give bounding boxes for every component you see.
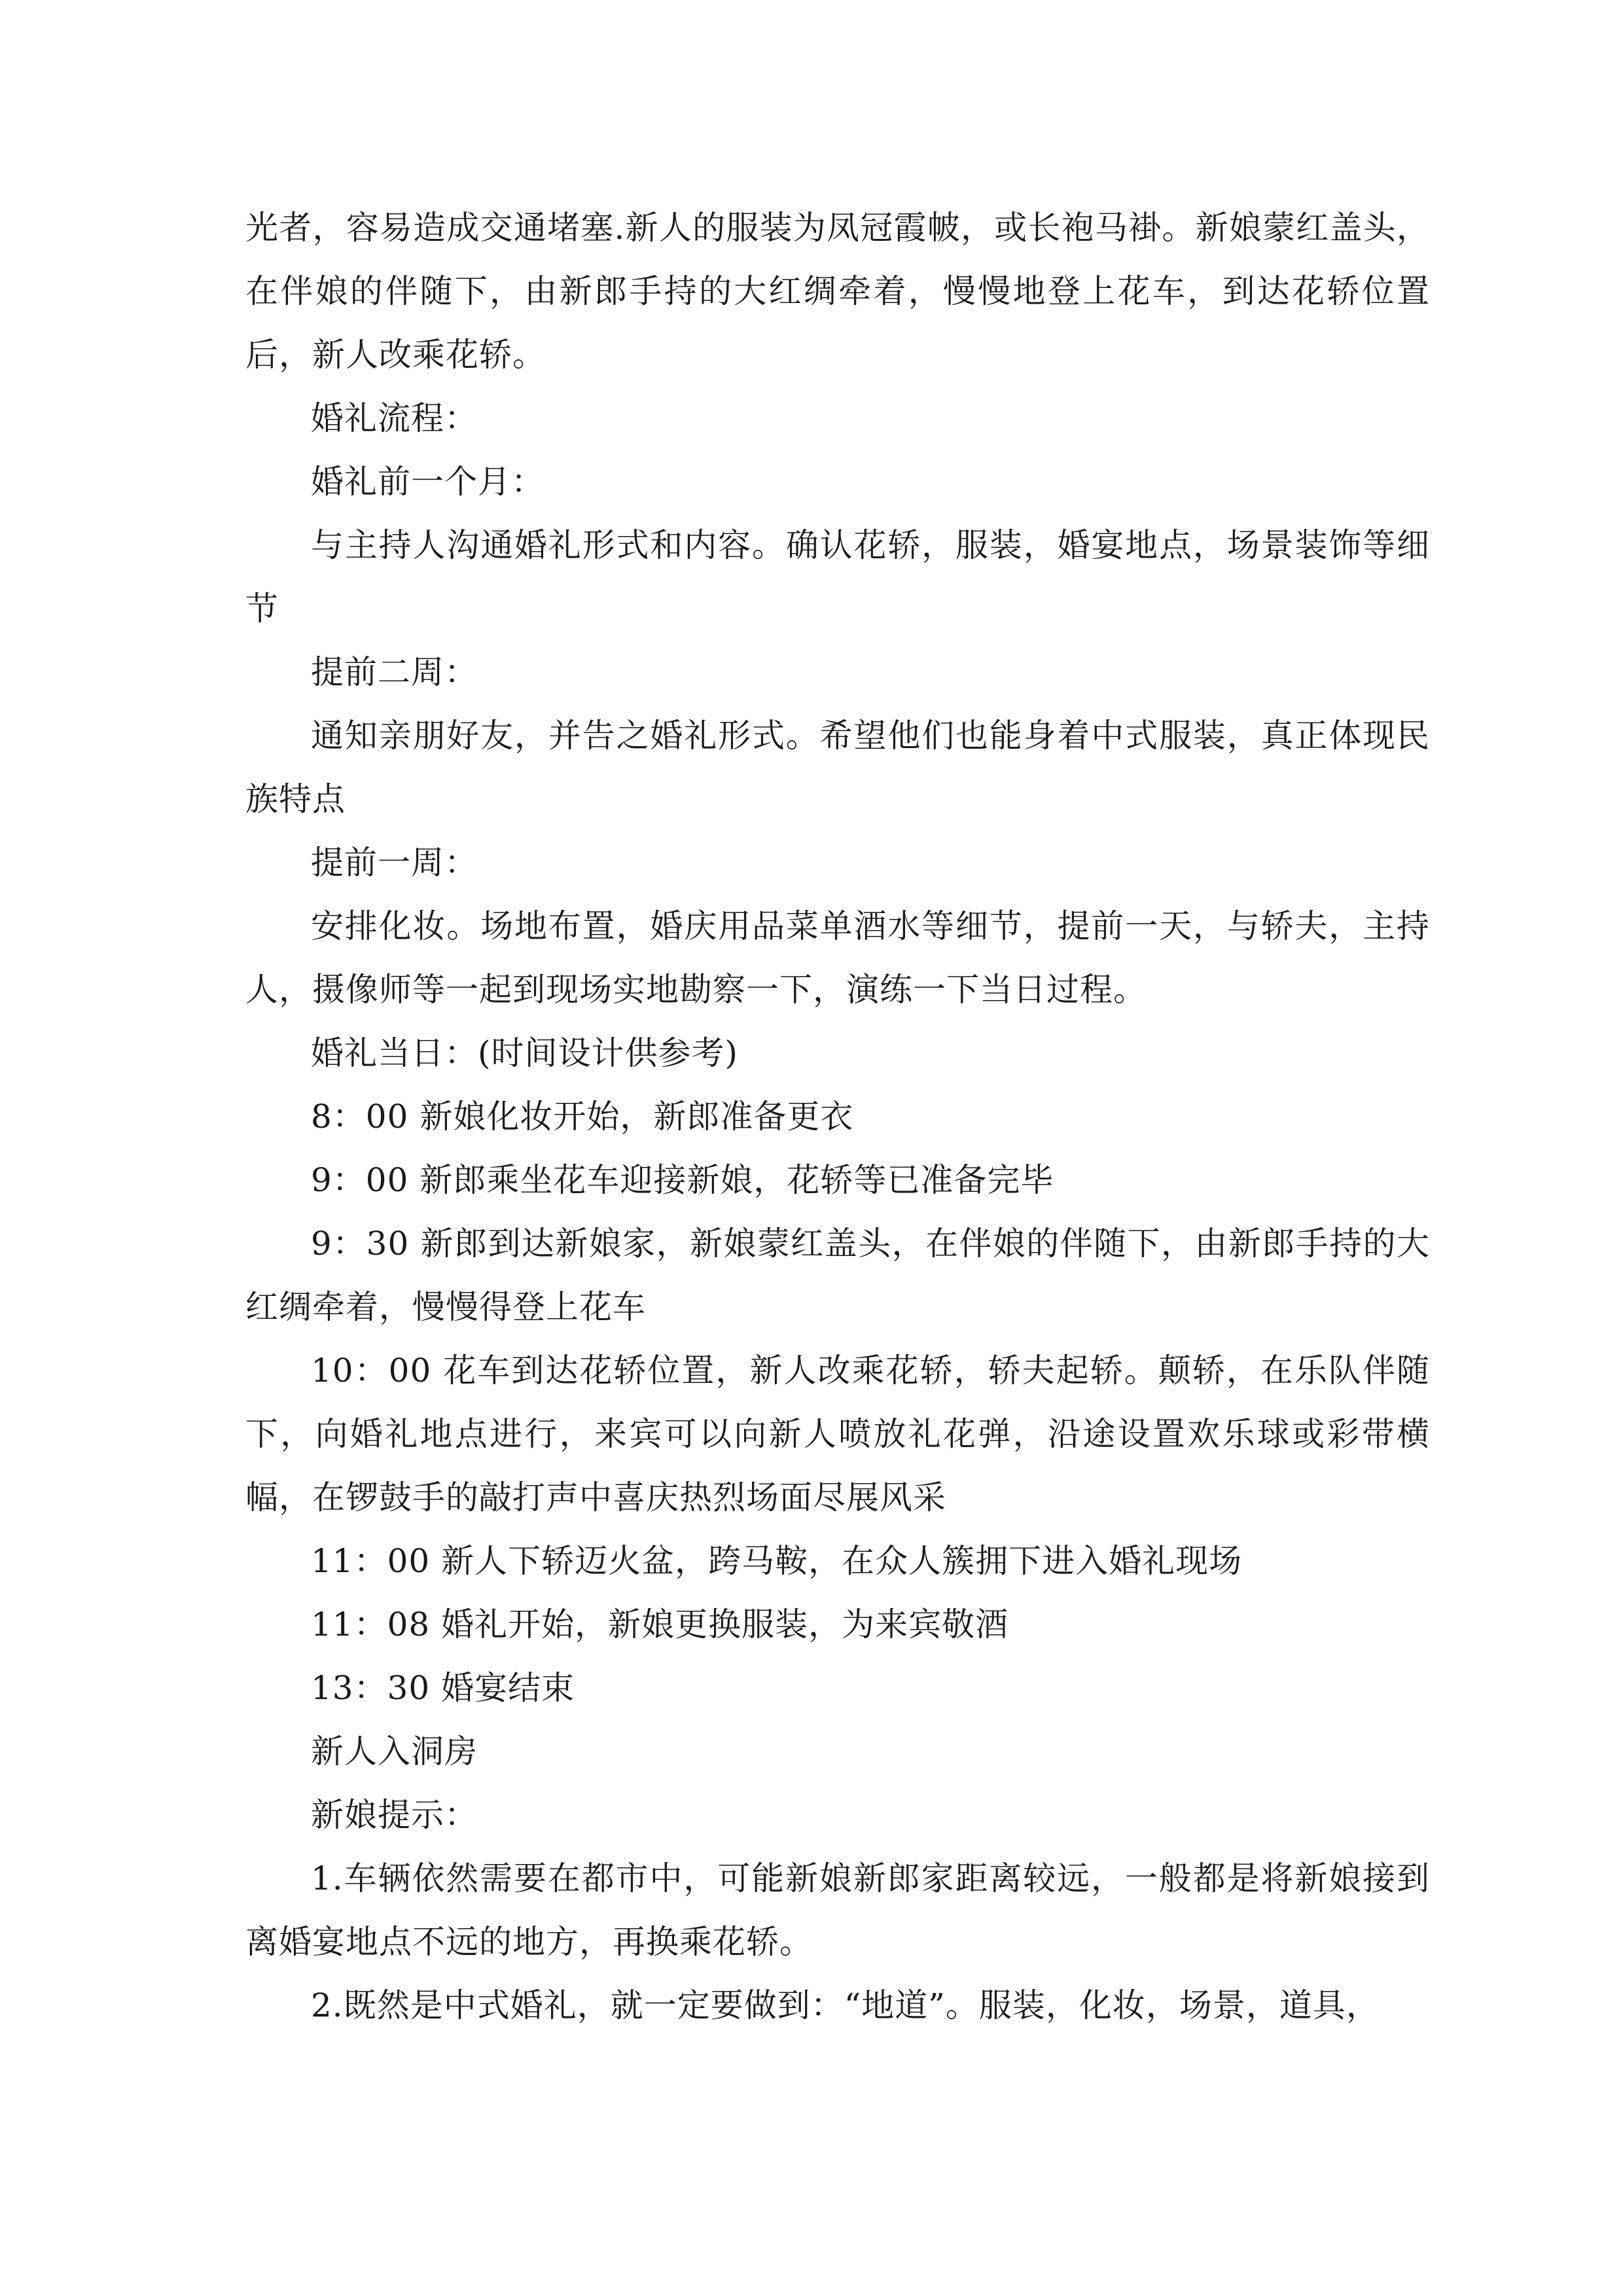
paragraph-one-week-before: 安排化妆。场地布置，婚庆用品菜单酒水等细节，提前一天，与轿夫，主持人，摄像师等一起到现场实地勘察一下，演练一下当日过程。 [245,907,1430,1009]
tip-item: 2.既然是中式婚礼，就一定要做到：“地道”。服装，化妆，场景，道具， [311,1986,1380,2024]
heading-wedding-process: 婚礼流程： [311,399,478,437]
paragraph-one-month-before: 与主持人沟通婚礼形式和内容。确认花轿，服装，婚宴地点，场景装饰等细节 [245,526,1430,628]
schedule-item: 11：08 婚礼开始，新娘更换服装，为来宾敬酒 [311,1605,1009,1643]
heading-one-week-before: 提前一周： [311,844,478,882]
schedule-item: 9：00 新郎乘坐花车迎接新娘，花轿等已准备完毕 [311,1161,1054,1199]
schedule-item: 13：30 婚宴结束 [311,1669,575,1707]
schedule-item: 新人入洞房 [311,1732,478,1770]
heading-bride-tips: 新娘提示： [311,1796,478,1834]
schedule-item: 9：30 新郎到达新娘家，新娘蒙红盖头，在伴娘的伴随下，由新郎手持的大红绸牵着，慢慢得登上花车 [245,1225,1430,1326]
heading-two-weeks-before: 提前二周： [311,653,478,691]
tip-item: 1.车辆依然需要在都市中，可能新娘新郎家距离较远，一般都是将新娘接到离婚宴地点不远的地方，再换乘花轿。 [245,1859,1430,1961]
schedule-item: 10：00 花车到达花轿位置，新人改乘花轿，轿夫起轿。颠轿，在乐队伴随下，向婚礼地点进行，来宾可以向新人喷放礼花弹，沿途设置欢乐球或彩带横幅，在锣鼓手的敲打声中喜庆热烈场面尽展风采 [245,1352,1430,1516]
paragraph-two-weeks-before: 通知亲朋好友，并告之婚礼形式。希望他们也能身着中式服装，真正体现民族特点 [245,717,1430,818]
paragraph-continuation: 光者，容易造成交通堵塞.新人的服装为凤冠霞帔，或长袍马褂。新娘蒙红盖头，在伴娘的伴随下，由新郎手持的大红绸牵着，慢慢地登上花车，到达花轿位置后，新人改乘花轿。 [245,209,1430,374]
schedule-item: 11：00 新人下轿迈火盆，跨马鞍，在众人簇拥下进入婚礼现场 [311,1542,1243,1580]
schedule-item: 8：00 新娘化妆开始，新郎准备更衣 [311,1098,854,1136]
document-body [245,196,1430,2037]
heading-one-month-before: 婚礼前一个月： [311,463,544,501]
heading-wedding-day: 婚礼当日：(时间设计供参考) [311,1034,739,1072]
